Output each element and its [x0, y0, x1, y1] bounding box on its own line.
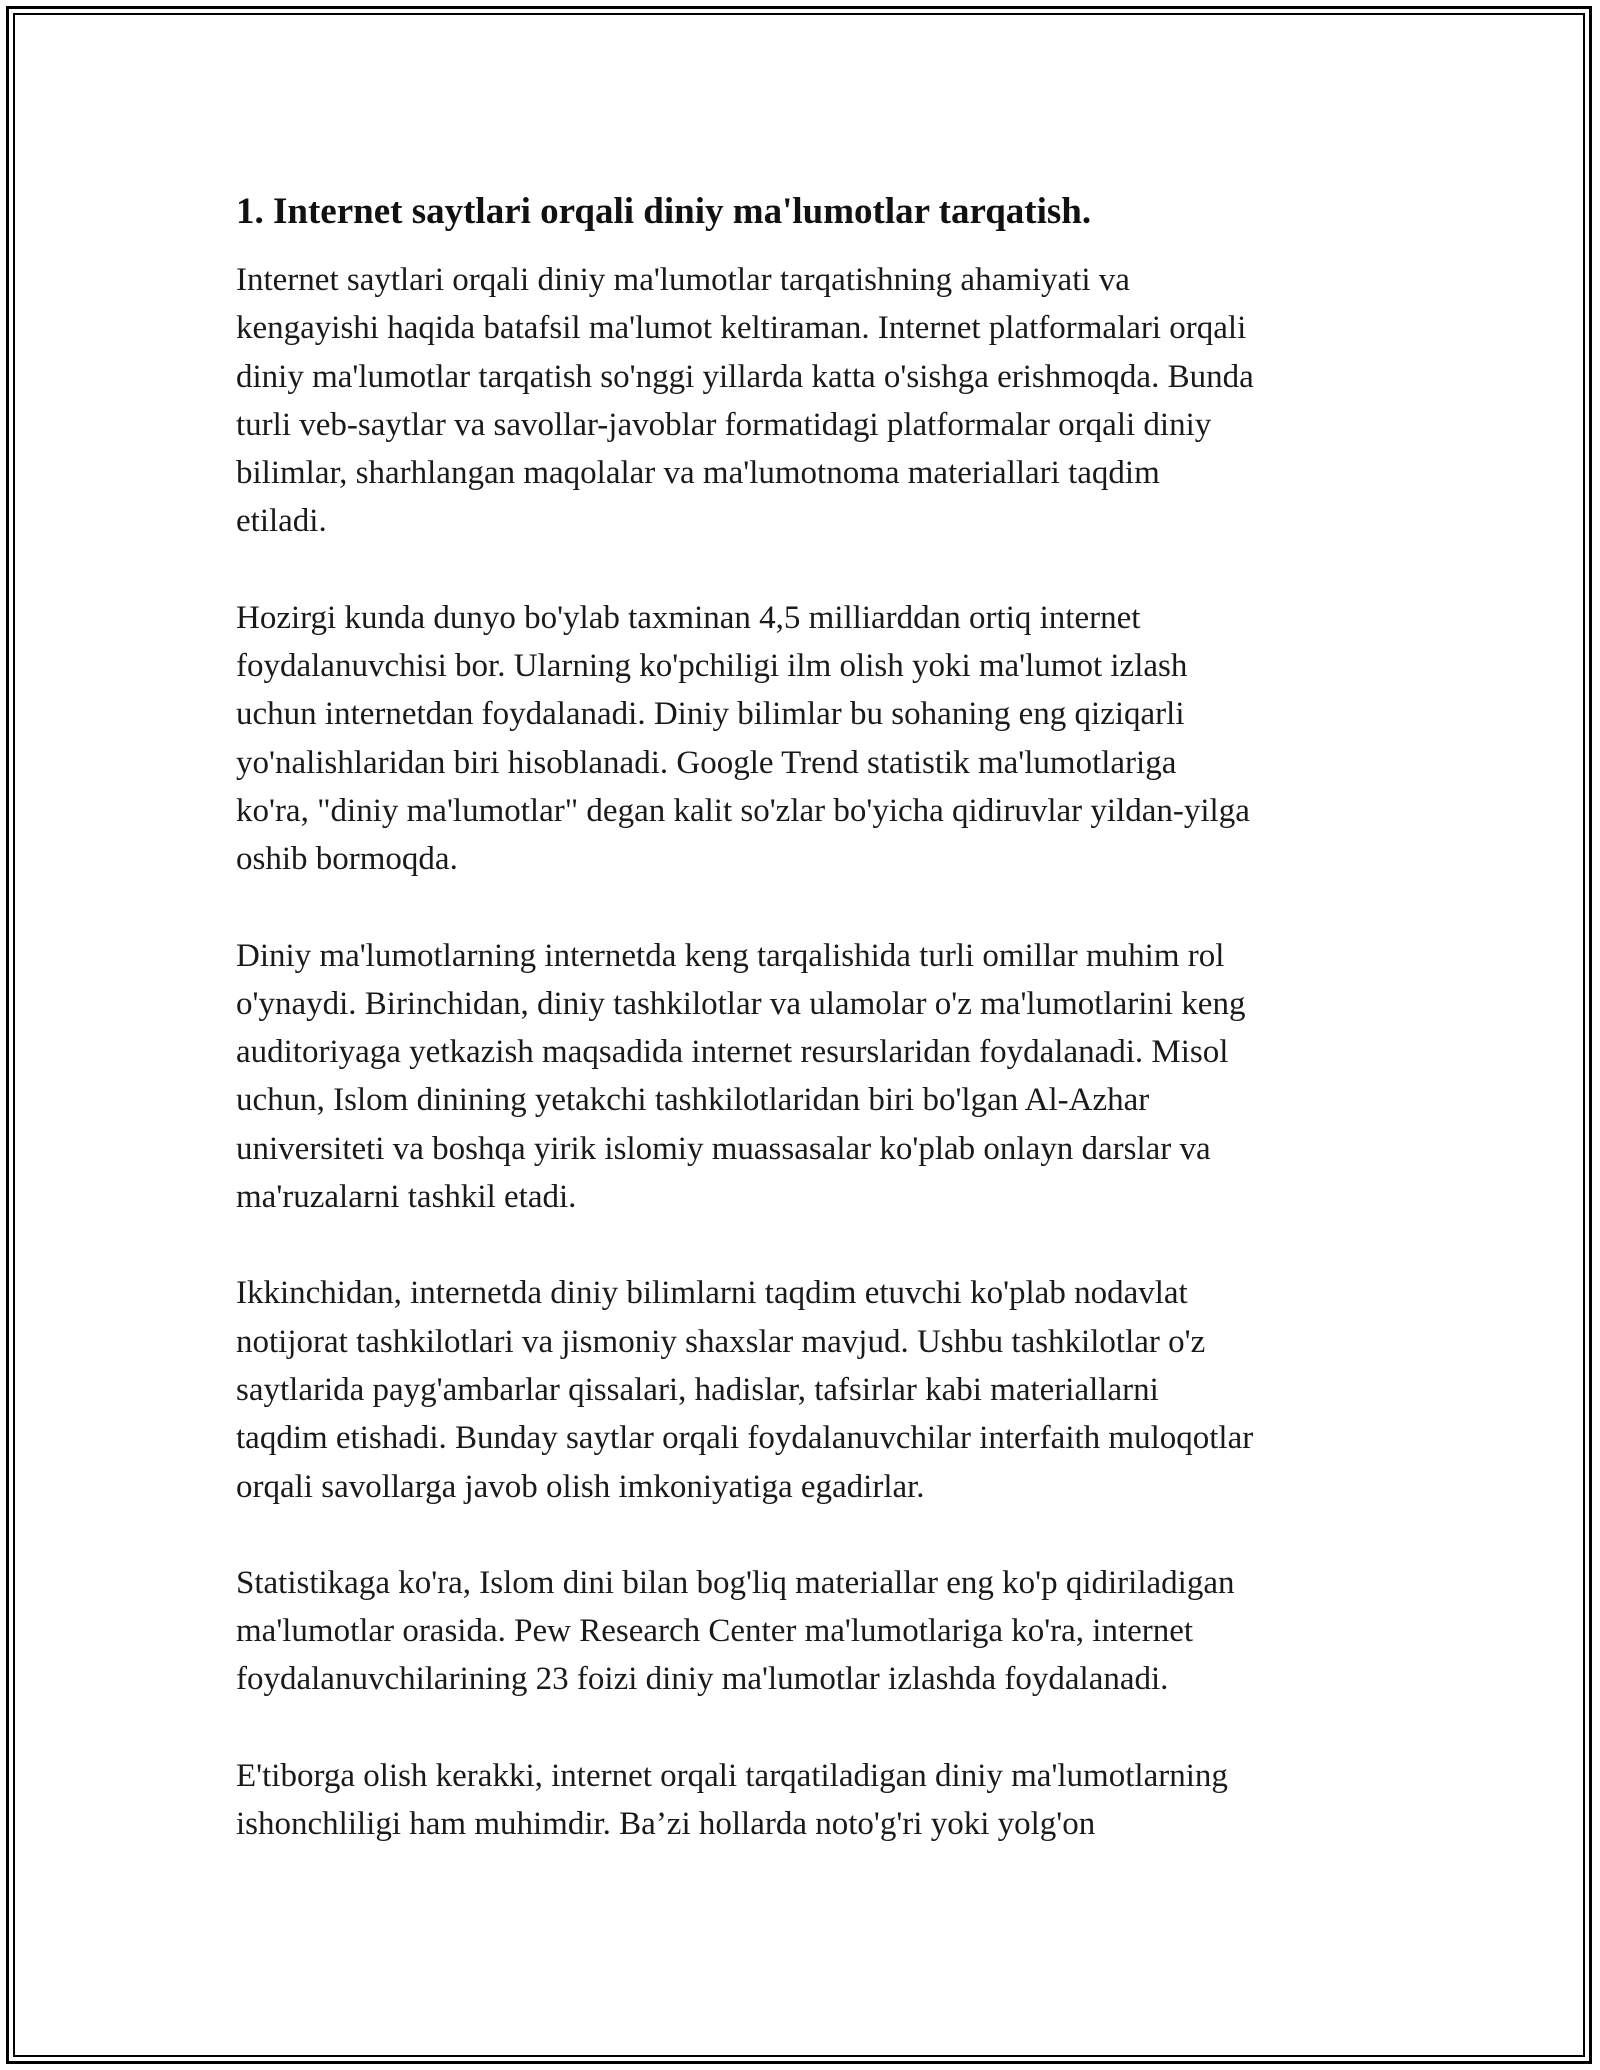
paragraph-4 — [236, 1269, 1376, 1510]
text-line: E'tiborga olish kerakki, internet orqali tarqatiladigan diniy ma'lumotlarning — [236, 1757, 1228, 1794]
text-line: diniy ma'lumotlar tarqatish so'nggi yillarda katta o'sishga erishmoqda. Bunda — [236, 358, 1254, 395]
text-line: oshib bormoqda. — [236, 841, 458, 878]
text-line: ishonchliligi ham muhimdir. Ba’zi hollarda noto'g'ri yoki yolg'on — [236, 1806, 1096, 1843]
text-line: uchun internetdan foydalanadi. Diniy bilimlar bu sohaning eng qiziqarli — [236, 696, 1185, 733]
text-line: orqali savollarga javob olish imkoniyatiga egadirlar. — [236, 1468, 925, 1505]
text-line: taqdim etishadi. Bunday saytlar orqali foydalanuvchilar interfaith muloqotlar — [236, 1420, 1254, 1457]
paragraph-6 — [236, 1752, 1376, 1849]
text-line: ma'lumotlar orasida. Pew Research Center ma'lumotlariga ko'ra, internet — [236, 1613, 1194, 1650]
text-line: auditoriyaga yetkazish maqsadida internet resurslaridan foydalanadi. Misol — [236, 1034, 1229, 1071]
text-line: Ikkinchidan, internetda diniy bilimlarni taqdim etuvchi ko'plab nodavlat — [236, 1275, 1188, 1312]
text-line: Internet saytlari orqali diniy ma'lumotlar tarqatishning ahamiyati va — [236, 262, 1130, 298]
text-line: notijorat tashkilotlari va jismoniy shaxslar mavjud. Ushbu tashkilotlar o'z — [236, 1323, 1206, 1360]
paragraph-5 — [236, 1559, 1376, 1704]
text-line: foydalanuvchisi bor. Ularning ko'pchiligi ilm olish yoki ma'lumot izlash — [236, 648, 1188, 685]
document-body — [236, 188, 1376, 1896]
text-line: yo'nalishlaridan biri hisoblanadi. Google Trend statistik ma'lumotlariga — [236, 744, 1177, 781]
text-line: Statistikaga ko'ra, Islom dini bilan bog'liq materiallar eng ko'p qidiriladigan — [236, 1564, 1235, 1601]
text-line: Diniy ma'lumotlarning internetda keng tarqalishida turli omillar muhim rol — [236, 937, 1225, 974]
text-line: Hozirgi kunda dunyo bo'ylab taxminan 4,5 milliarddan ortiq internet — [236, 599, 1141, 636]
text-line: kengayishi haqida batafsil ma'lumot keltiraman. Internet platformalari orqali — [236, 310, 1247, 347]
text-line: turli veb-saytlar va savollar-javoblar formatidagi platformalar orqali diniy — [236, 406, 1212, 443]
text-line: foydalanuvchilarining 23 foizi diniy ma'lumotlar izlashda foydalanadi. — [236, 1661, 1169, 1698]
text-line: saytlarida payg'ambarlar qissalari, hadislar, tafsirlar kabi materiallarni — [236, 1371, 1159, 1408]
text-line: uchun, Islom dinining yetakchi tashkilotlaridan biri bo'lgan Al-Azhar — [236, 1082, 1150, 1119]
section-heading: 1. Internet saytlari orqali diniy ma'lumotlar tarqatish. — [236, 191, 1092, 232]
text-line: universiteti va boshqa yirik islomiy muassasalar ko'plab onlayn darslar va — [236, 1130, 1211, 1167]
text-line: bilimlar, sharhlangan maqolalar va ma'lumotnoma materiallari taqdim — [236, 455, 1160, 492]
paragraph-3 — [236, 932, 1376, 1222]
text-line: etiladi. — [236, 503, 327, 540]
text-line: ma'ruzalarni tashkil etadi. — [236, 1179, 577, 1216]
text-line: o'ynaydi. Birinchidan, diniy tashkilotlar va ulamolar o'z ma'lumotlarini keng — [236, 985, 1246, 1022]
paragraph-1 — [236, 256, 1376, 546]
paragraph-2 — [236, 594, 1376, 884]
text-line: ko'ra, "diniy ma'lumotlar" degan kalit so'zlar bo'yicha qidiruvlar yildan-yilga — [236, 792, 1250, 829]
